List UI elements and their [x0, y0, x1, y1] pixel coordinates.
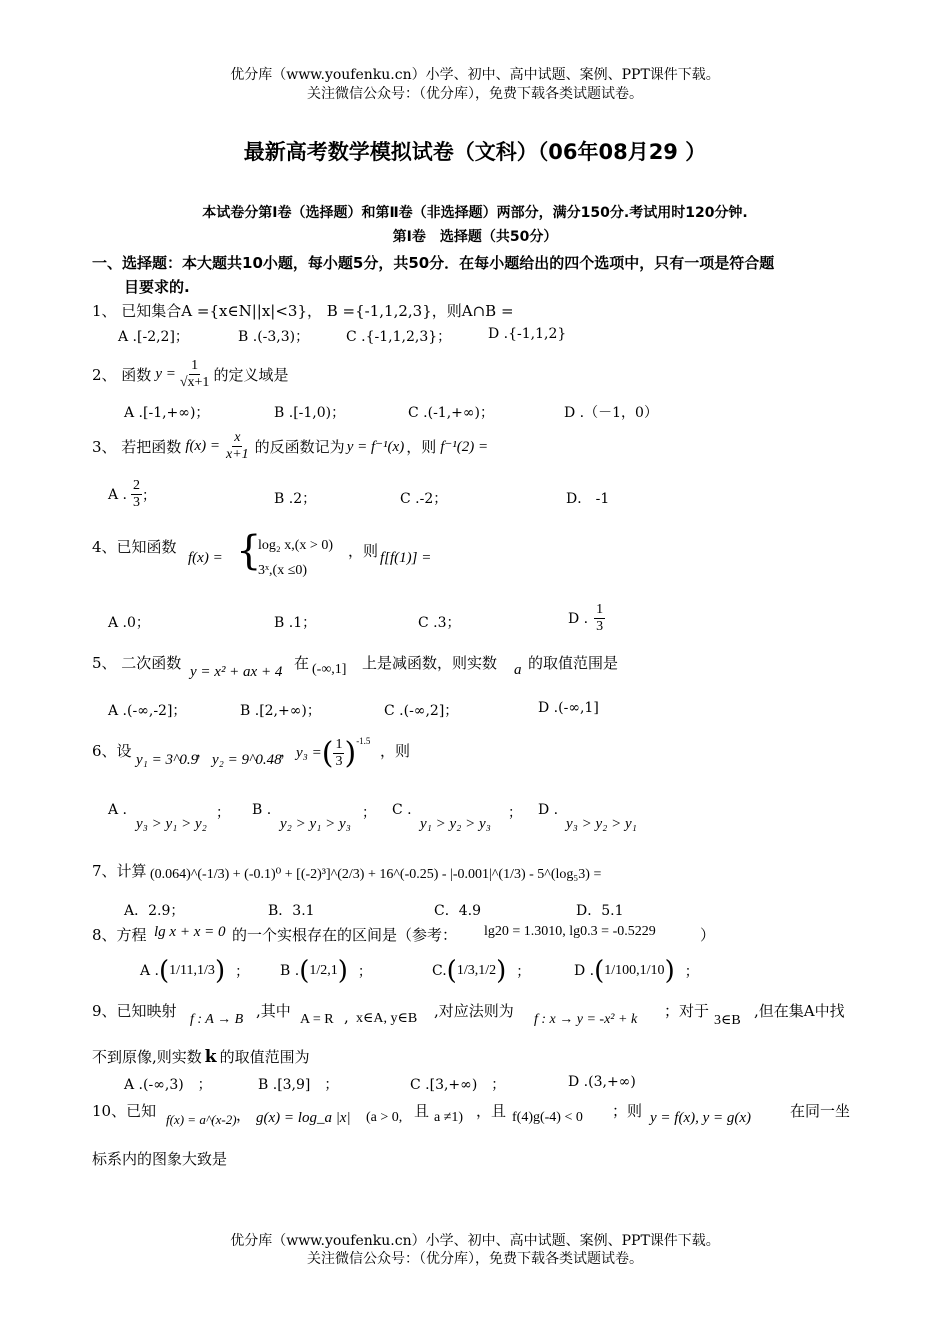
q8-end: ）	[700, 926, 716, 944]
q8-d-lparen: (	[594, 956, 605, 986]
q5-option-c: C .(-∞,2]；	[384, 703, 459, 719]
q6-prefix: 6、设	[92, 742, 132, 760]
q3-fraction-den: x+1	[226, 447, 249, 462]
q2-option-c: C .(-1,+∞)；	[408, 405, 495, 421]
q10-cond-1: (a > 0,	[366, 1110, 403, 1125]
q6-y3-den: 3	[335, 754, 343, 769]
q8-c-label: C.	[432, 963, 447, 979]
question-1-stem: 1、 已知集合A ={x∈N||x|<3}， B ={-1,1,2,3}，则A∩B =	[92, 302, 514, 320]
q6-then: ，则	[380, 742, 411, 760]
question-2-stem	[92, 358, 288, 391]
q5-in: 在	[294, 654, 310, 672]
q8-a-rparen: )	[214, 956, 226, 986]
q5-suffix: 的取值范围是	[528, 654, 619, 672]
q5-function: y = x² + ax + 4	[190, 664, 283, 680]
q6-y3-rparen: )	[344, 736, 357, 771]
page-title: 最新高考数学模拟试卷（文科）（06年08月29 ）	[243, 140, 707, 164]
q8-d-right: 1/10	[639, 963, 665, 978]
q8-c-lparen: (	[446, 956, 457, 986]
q8-option-b	[280, 956, 372, 986]
q3-fx: f(x) =	[185, 438, 220, 454]
q8-option-a	[140, 956, 249, 986]
q8-b-left: 1/2	[309, 963, 328, 978]
q6-y3-lparen: (	[321, 736, 334, 771]
header-line-2: 关注微信公众号：（优分库），免费下载各类试题试卷。	[307, 86, 643, 102]
q4-option-a: A .0；	[108, 615, 150, 631]
q4-case-2: 3ˣ,(x ≤0)	[258, 563, 308, 578]
footer-line-1: 优分库（www.youfenku.cn）小学、初中、高中试题、案例、PPT课件下载。	[230, 1233, 720, 1249]
q8-d-comma: ,	[636, 963, 640, 978]
q6-y3-lhs: y₃ =	[296, 745, 322, 761]
q2-prefix: 2、 函数	[92, 366, 152, 384]
q5-mid: 上是减函数，则实数	[362, 654, 498, 672]
q6-a-label: A .	[108, 802, 128, 818]
section-heading-line-2: 目要求的.	[124, 278, 190, 296]
q8-c-left: 1/3	[456, 963, 475, 978]
q9-map: f : A → B	[190, 1012, 244, 1027]
q6-y2: y₂ = 9^0.48	[212, 752, 282, 768]
q8-b-lparen: (	[299, 956, 310, 986]
q3-option-a	[108, 478, 156, 511]
q6-y1: y₁ = 3^0.9	[136, 752, 199, 768]
q10-comma: ，	[236, 1106, 252, 1124]
q6-d-label: D .	[538, 802, 559, 818]
q5-option-b: B .[2,+∞)；	[240, 703, 321, 719]
q8-b-comma: ,	[327, 963, 331, 978]
q8-c-right: 1/2	[478, 963, 497, 978]
q6-option-c: y₁ > y₂ > y₃	[420, 816, 491, 832]
q9-variable-k: k	[204, 1047, 217, 1067]
q4-d-fraction	[594, 602, 605, 635]
q7-option-c: C．4.9	[434, 903, 481, 919]
q3-then: ，则	[406, 438, 437, 456]
q10-f: f(x) = a^(x-2)	[166, 1112, 237, 1127]
q3-ask: f⁻¹(2) =	[440, 439, 489, 455]
q10-then: ；则	[612, 1102, 643, 1120]
q8-option-c	[432, 956, 530, 986]
q9-elements: x∈A, y∈B	[356, 1011, 418, 1026]
q6-y3-num: 1	[335, 737, 343, 752]
q4-brace: {	[236, 528, 262, 574]
q3-a-num: 2	[133, 478, 141, 493]
q4-d-label: D .	[568, 610, 589, 627]
q6-b-label: B .	[252, 802, 272, 818]
q8-d-sep: ；	[684, 964, 699, 980]
q6-sep-a: ；	[216, 805, 230, 821]
q8-c-rparen: )	[496, 956, 507, 986]
q6-comma-2: ，	[280, 742, 296, 760]
q6-c-label: C .	[392, 802, 412, 818]
q9-mid-2: ,对应法则为	[434, 1002, 514, 1020]
q3-fraction-num: x	[234, 430, 241, 445]
q8-a-label: A .	[140, 963, 160, 979]
q1-option-b: B .(-3,3)；	[238, 329, 310, 345]
q9-line2-a: 不到原像,则实数	[92, 1048, 202, 1066]
q8-d-label: D .	[574, 963, 595, 979]
q6-sep-b: ；	[362, 805, 376, 821]
q4-case-1: log₂ x,(x > 0)	[258, 538, 333, 553]
q10-cond-2: a ≠1)	[434, 1110, 464, 1125]
question-3-stem	[92, 430, 488, 463]
q3-fraction	[224, 430, 251, 463]
q8-a-left: 1/11	[169, 963, 194, 978]
q6-y3	[296, 736, 370, 771]
q8-a-right: 1/3	[197, 963, 215, 978]
q9-rule: f : x → y = -x² + k	[534, 1012, 638, 1027]
q8-reference: lg20 = 1.3010, lg0.3 = -0.5229	[484, 924, 656, 939]
q6-option-d: y₃ > y₂ > y₁	[566, 816, 637, 832]
q4-d-den: 3	[596, 619, 604, 634]
q3-option-c: C .-2；	[400, 491, 448, 507]
q2-option-d: D .（－1，0）	[564, 405, 658, 421]
q8-b-label: B .	[280, 963, 300, 979]
q8-equation: lg x + x = 0	[154, 924, 226, 940]
q1-option-d: D .{-1,1,2}	[488, 326, 567, 342]
q8-b-rparen: )	[337, 956, 348, 986]
part-one-heading: 第Ⅰ卷 选择题（共50分）	[392, 229, 558, 245]
q1-option-a: A .[-2,2]；	[118, 329, 189, 345]
q10-line-2: 标系内的图象大致是	[92, 1150, 228, 1168]
q3-a-fraction	[131, 478, 142, 511]
q10-tail: 在同一坐	[790, 1102, 851, 1120]
q9-mid-1: ,其中	[256, 1002, 291, 1020]
q10-cond-3: f(4)g(-4) < 0	[512, 1110, 583, 1125]
q8-d-left: 1/100	[604, 963, 637, 978]
q5-interval: (-∞,1]	[312, 662, 347, 677]
q3-a-den: 3	[133, 495, 141, 510]
q9-option-c: C .[3,+∞) ；	[410, 1077, 506, 1093]
q2-fraction	[178, 358, 212, 391]
q2-fraction-den: √x+1	[179, 375, 210, 390]
q9-condition: 3∈B	[714, 1013, 741, 1028]
q7-expression: (0.064)^(-1/3) + (-0.1)⁰ + [(-2)³]^(2/3) + 16^(-0.25) - |-0.001|^(1/3) - 5^(log₅3) =	[150, 867, 602, 882]
q10-functions: y = f(x), y = g(x)	[650, 1110, 752, 1126]
q8-d-rparen: )	[664, 956, 675, 986]
q1-option-c: C .{-1,1,2,3}；	[346, 329, 452, 345]
exam-intro: 本试卷分第Ⅰ卷（选择题）和第Ⅱ卷（非选择题）两部分，满分150分.考试用时120分钟.	[202, 205, 748, 221]
q8-option-d	[574, 956, 699, 986]
q8-a-sep: ；	[235, 964, 250, 980]
q2-option-a: A .[-1,+∞)；	[124, 405, 210, 421]
q6-sep-c: ；	[508, 805, 522, 821]
q5-variable-a: a	[514, 662, 522, 678]
q8-c-sep: ；	[516, 964, 531, 980]
q9-mid-4: ,但在集A中找	[754, 1002, 845, 1020]
q8-mid: 的一个实根存在的区间是（参考：	[232, 926, 458, 944]
q4-option-c: C .3；	[418, 615, 461, 631]
q3-mid: 的反函数记为	[254, 438, 345, 456]
q9-mid-3: ；对于	[664, 1002, 710, 1020]
q8-b-right: 1	[330, 963, 338, 978]
header-line-1: 优分库（www.youfenku.cn）小学、初中、高中试题、案例、PPT课件下载。	[230, 67, 720, 83]
section-heading-line-1: 一、选择题：本大题共10小题，每小题5分，共50分．在每小题给出的四个选项中，只有一项是符合题	[92, 254, 775, 272]
q10-qie-1: 且	[414, 1102, 430, 1120]
q8-prefix: 8、方程	[92, 926, 147, 944]
q6-option-a: y₃ > y₁ > y₂	[136, 816, 207, 832]
q3-prefix: 3、 若把函数	[92, 438, 182, 456]
q8-a-lparen: (	[159, 956, 170, 986]
q4-option-d	[568, 602, 605, 635]
q9-option-d: D .(3,+∞)	[568, 1074, 636, 1090]
q4-fx: f(x) =	[188, 550, 223, 566]
footer-line-2: 关注微信公众号：（优分库），免费下载各类试题试卷。	[307, 1251, 643, 1267]
q5-option-a: A .(-∞,-2]；	[108, 703, 187, 719]
q3-option-b: B .2；	[274, 491, 317, 507]
q2-option-b: B .[-1,0)；	[274, 405, 346, 421]
q9-prefix: 9、已知映射	[92, 1002, 177, 1020]
q7-option-d: D．5.1	[576, 903, 624, 919]
q4-prefix: 4、已知函数	[92, 538, 177, 556]
q9-option-b: B .[3,9] ；	[258, 1077, 339, 1093]
q3-option-d: D． -1	[566, 491, 610, 507]
q6-y3-exponent: -1.5	[356, 736, 371, 746]
q4-option-b: B .1；	[274, 615, 317, 631]
q9-option-a: A .(-∞,3) ；	[124, 1077, 212, 1093]
q3-a-tail: ；	[142, 487, 157, 504]
q8-a-comma: ,	[193, 963, 198, 978]
q5-option-d: D .(-∞,1]	[538, 700, 599, 716]
q9-line2-b: 的取值范围为	[219, 1048, 310, 1066]
q4-ask: f[f(1)] =	[380, 550, 432, 566]
q2-y: y =	[155, 366, 176, 382]
q7-prefix: 7、计算	[92, 862, 147, 880]
q9-comma: ,	[344, 1008, 349, 1026]
q10-prefix: 10、已知	[92, 1102, 157, 1120]
q6-comma-1: ，	[196, 742, 212, 760]
q6-y3-fraction	[333, 737, 344, 770]
q3-a-label: A .	[108, 486, 128, 503]
q2-suffix: 的定义域是	[213, 366, 289, 384]
q5-prefix: 5、 二次函数	[92, 654, 182, 672]
q8-b-sep: ；	[357, 964, 372, 980]
q8-c-comma: ,	[474, 963, 479, 978]
q7-option-a: A．2.9；	[124, 903, 185, 919]
q9-line-2	[92, 1046, 310, 1067]
q9-a-equals-r: A = R	[300, 1012, 334, 1027]
q2-fraction-num: 1	[191, 358, 199, 373]
q10-g: g(x) = log_a |x|	[256, 1110, 351, 1126]
q3-inverse: y = f⁻¹(x)	[346, 439, 405, 455]
q7-option-b: B．3.1	[268, 903, 315, 919]
q10-qie-2: ，且	[476, 1102, 507, 1120]
q4-then: ，则	[348, 542, 379, 560]
q6-option-b: y₂ > y₁ > y₃	[280, 816, 351, 832]
q4-d-num: 1	[596, 602, 604, 617]
